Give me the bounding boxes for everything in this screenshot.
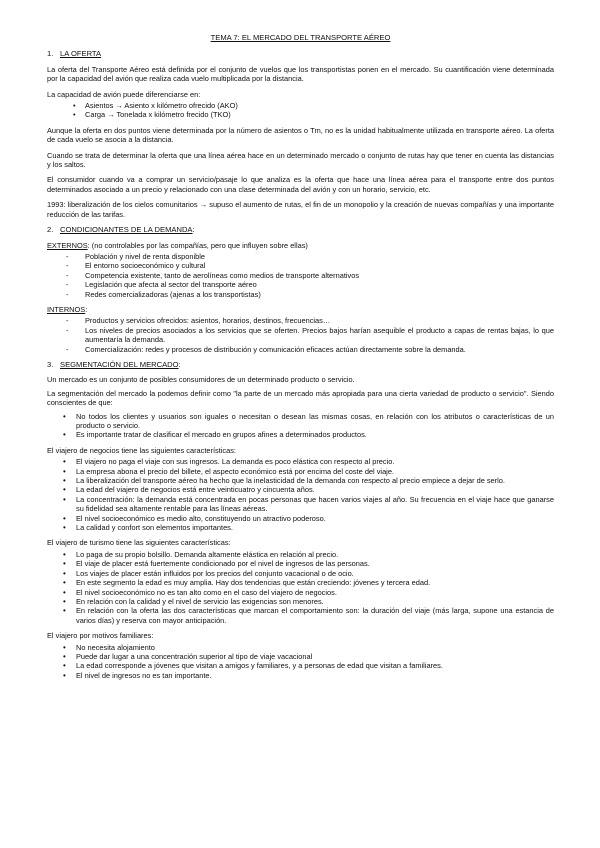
list-item: • Carga → Tonelada x kilómetro frecido (TKO) <box>47 110 554 119</box>
list-item: • La edad corresponde a jóvenes que visitan a amigos y familiares, y a personas de edad que visitan a familiares. <box>47 661 554 670</box>
internos-note: : <box>85 304 88 314</box>
list-item: • Puede dar lugar a una concentración superior al tipo de viaje vacacional <box>47 652 554 661</box>
list-item: • No todos los clientes y usuarios son iguales o necesitan o desean las mismas cosas, en relación con los atributos o características de un producto o servicio. <box>47 412 554 431</box>
paragraph: Aunque la oferta en dos puntos viene determinada por la número de asientos o Tm, no es la unidad habitualmente utilizada en transporte aéreo. La oferta de cada vuelo se asocia a la distancia. <box>47 125 554 145</box>
turismo-list <box>47 550 554 625</box>
paragraph: Un mercado es un conjunto de posibles consumidores de un determinado producto o servicio. <box>47 375 355 385</box>
section-number: 2. <box>47 225 54 235</box>
paragraph: La segmentación del mercado la podemos definir como "la parte de un mercado más apropiada para una cierta variedad de producto o servicio". Siendo conscientes de que: <box>47 388 554 408</box>
list-item: • En este segmento la edad es muy amplia. Hay dos tendencias que están creciendo: jóvenes y tercera edad. <box>47 578 554 587</box>
list-item: • Lo paga de su propio bolsillo. Demanda altamente elástica en relación al precio. <box>47 550 554 559</box>
section-2-heading <box>47 225 554 234</box>
section-suffix: : <box>178 359 181 369</box>
externos-label: EXTERNOS <box>47 240 88 250</box>
section-3-heading <box>47 360 554 369</box>
internos-label: INTERNOS <box>47 304 86 314</box>
list-item: • La concentración: la demanda está concentrada en pocas personas que hacen varios viajes al año. Su frecuencia en el viaje hace que ganarse su fidelidad sea altamente rentable para las líneas aéreas. <box>47 495 554 514</box>
list-item: • No necesita alojamiento <box>47 643 554 652</box>
section-label: CONDICIONANTES DE LA DEMANDA <box>60 225 193 235</box>
list-item: • En relación con la calidad y el nivel de servicio las exigencias son menores. <box>47 597 554 606</box>
familiares-list <box>47 643 554 681</box>
list-item: • La edad del viajero de negocios está entre veinticuatro y cincuenta años. <box>47 485 554 494</box>
familiares-title: El viajero por motivos familiares: <box>47 631 154 641</box>
list-item: - Legislación que afecta al sector del transporte aéreo <box>47 280 554 289</box>
turismo-title: El viajero de turismo tiene las siguientes características: <box>47 538 231 548</box>
list-item: • La calidad y confort son elementos importantes. <box>47 523 554 532</box>
paragraph: Cuando se trata de determinar la oferta que una línea aérea hace en un determinado mercado o conjunto de rutas hay que tener en cuenta las distancias y los saltos. <box>47 150 554 170</box>
list-item: • La empresa abona el precio del billete, el aspecto económico está por encima del coste del viaje. <box>47 467 554 476</box>
section-suffix: : <box>192 225 195 235</box>
section-label: LA OFERTA <box>60 49 102 59</box>
internos-list <box>47 316 554 354</box>
list-item: • El nivel socioeconómico no es tan alto como en el caso del viajero de negocios. <box>47 588 554 597</box>
section-number: 3. <box>47 359 54 369</box>
list-item: - Competencia existente, tanto de aerolíneas como medios de transporte alternativos <box>47 271 554 280</box>
list-item: • En relación con la oferta las dos características que marcan el comportamiento son: la duración del viaje (más larga, supone una estancia de varios días) y reserva con mayor anticipación. <box>47 606 554 625</box>
list-item: • Asientos → Asiento x kilómetro ofrecido (AKO) <box>47 101 554 110</box>
list-item: • La liberalización del transporte aéreo ha hecho que la inelasticidad de la demanda con respecto al precio empiece a dejar de serlo. <box>47 476 554 485</box>
list-item: • Es importante tratar de clasificar el mercado en grupos afines a determinados productos. <box>47 430 554 439</box>
paragraph: El consumidor cuando va a comprar un servicio/pasaje lo que analiza es la oferta que hace una línea aérea para el transporte entre dos puntos determinados asociado a un precio y relacionado con una clase determinada del avión y con un horario, servicio, etc. <box>47 175 554 194</box>
page-title: TEMA 7: EL MERCADO DEL TRANSPORTE AÉREO <box>210 33 391 42</box>
externos-header <box>47 241 554 250</box>
list-item: • El nivel socioeconómico es medio alto, constituyendo un atractivo poderoso. <box>47 514 554 523</box>
negocios-title: El viajero de negocios tiene las siguientes características: <box>47 445 236 455</box>
list-item: - El entorno socioeconómico y cultural <box>47 261 554 270</box>
list-item: • El viaje de placer está fuertemente condicionado por el nivel de ingresos de las personas. <box>47 559 554 568</box>
section-1-heading <box>47 49 554 58</box>
list-item: - Población y nivel de renta disponible <box>47 252 554 261</box>
paragraph: La oferta del Transporte Aéreo está definida por el conjunto de vuelos que los transportistas ponen en el mercado. Su cuantificación viene determinada por la capacidad del avión que realiza cada vuelo multiplicada por la distancia. <box>47 64 554 84</box>
paragraph: La capacidad de avión puede diferenciarse en: <box>47 89 201 99</box>
section-label: SEGMENTACIÓN DEL MERCADO <box>60 359 179 369</box>
section-number: 1. <box>47 49 54 59</box>
externos-list <box>47 252 554 299</box>
capacity-list <box>47 101 554 120</box>
list-item: - Los niveles de precios asociados a los servicios que se oferten. Precios bajos harían asequible el producto a capas de rentas bajas, lo que aumentaría la demanda. <box>47 326 554 345</box>
list-item: - Redes comercializadoras (ajenas a los transportistas) <box>47 290 554 299</box>
paragraph: 1993: liberalización de los cielos comunitarios → supuso el aumento de rutas, el fin de un monopolio y la creación de nuevas compañías y una importante reducción de las tarifas. <box>47 200 554 219</box>
list-item: • Los viajes de placer están influidos por los precios del conjunto vacacional o de ocio. <box>47 569 554 578</box>
negocios-list <box>47 457 554 532</box>
internos-header <box>47 305 554 314</box>
list-item: - Productos y servicios ofrecidos: asientos, horarios, destinos, frecuencias… <box>47 316 554 325</box>
list-item: • El viajero no paga el viaje con sus ingresos. La demanda es poco elástica con respecto al precio. <box>47 457 554 466</box>
segmentation-list <box>47 412 554 440</box>
externos-note: : (no controlables por las compañías, pero que influyen sobre ellas) <box>87 240 308 250</box>
list-item: • El nivel de ingresos no es tan importante. <box>47 671 554 680</box>
list-item: - Comercialización: redes y procesos de distribución y comunicación eficaces actúan directamente sobre la demanda. <box>47 345 554 354</box>
